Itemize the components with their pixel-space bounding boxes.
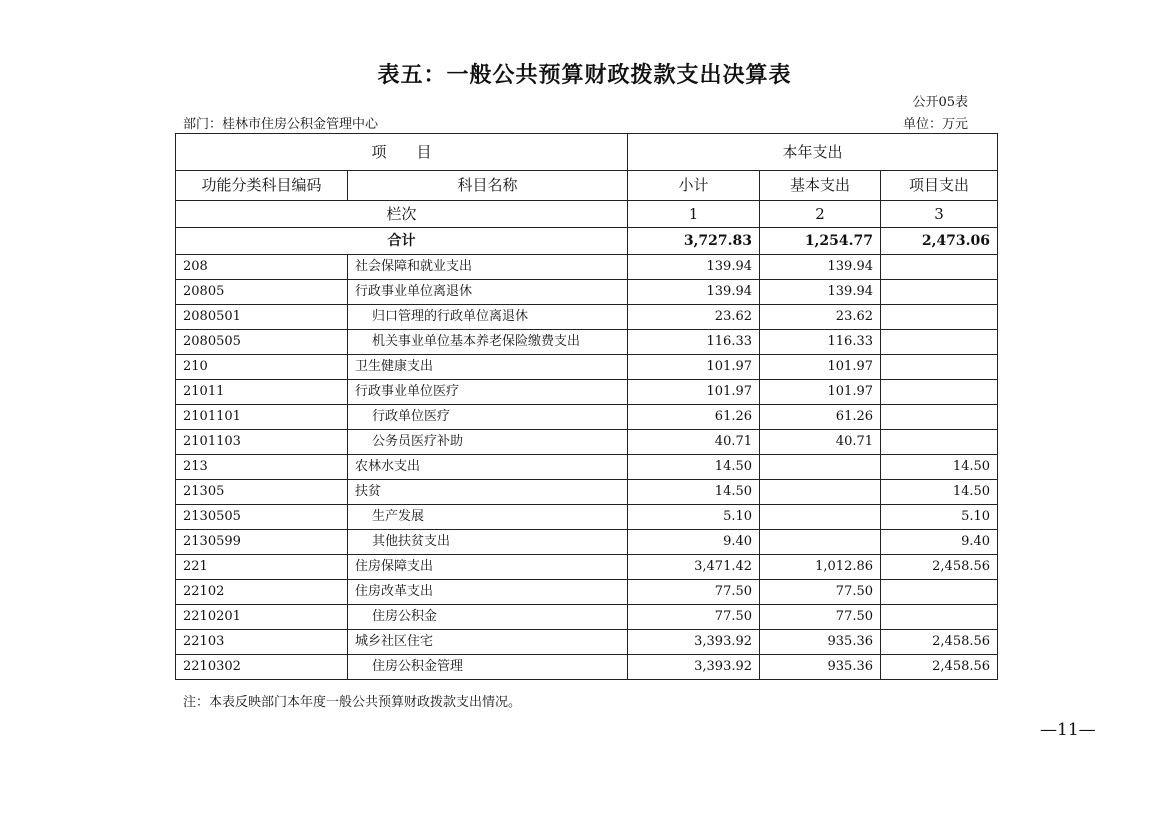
row-subtotal: 3,471.42 bbox=[628, 555, 760, 580]
header-subtotal: 小计 bbox=[628, 171, 760, 201]
row-basic bbox=[760, 505, 881, 530]
header-column-index: 栏次 bbox=[176, 201, 628, 228]
row-project bbox=[881, 355, 998, 380]
row-basic: 101.97 bbox=[760, 355, 881, 380]
row-subtotal: 116.33 bbox=[628, 330, 760, 355]
row-name: 社会保障和就业支出 bbox=[348, 255, 628, 280]
row-basic: 935.36 bbox=[760, 655, 881, 680]
row-subtotal: 5.10 bbox=[628, 505, 760, 530]
table-row bbox=[176, 530, 998, 555]
page-number: —11— bbox=[1040, 720, 1096, 740]
row-code: 21305 bbox=[176, 480, 348, 505]
row-code: 20805 bbox=[176, 280, 348, 305]
unit-label: 单位：万元 bbox=[902, 117, 968, 132]
row-project: 5.10 bbox=[881, 505, 998, 530]
row-subtotal: 77.50 bbox=[628, 580, 760, 605]
row-project bbox=[881, 380, 998, 405]
row-name: 住房改革支出 bbox=[348, 580, 628, 605]
row-project: 2,458.56 bbox=[881, 630, 998, 655]
row-basic bbox=[760, 480, 881, 505]
row-code: 2210201 bbox=[176, 605, 348, 630]
table-row bbox=[176, 455, 998, 480]
header-code: 功能分类科目编码 bbox=[176, 171, 348, 201]
row-name: 归口管理的行政单位离退休 bbox=[348, 305, 628, 330]
row-project: 2,458.56 bbox=[881, 655, 998, 680]
row-subtotal: 14.50 bbox=[628, 455, 760, 480]
header-project: 项目支出 bbox=[881, 171, 998, 201]
row-basic: 935.36 bbox=[760, 630, 881, 655]
header-name: 科目名称 bbox=[348, 171, 628, 201]
page-title: 表五：一般公共预算财政拨款支出决算表 bbox=[377, 62, 792, 88]
row-basic: 23.62 bbox=[760, 305, 881, 330]
row-code: 210 bbox=[176, 355, 348, 380]
row-basic: 1,012.86 bbox=[760, 555, 881, 580]
row-project bbox=[881, 405, 998, 430]
row-code: 2080501 bbox=[176, 305, 348, 330]
header-basic: 基本支出 bbox=[760, 171, 881, 201]
header-item: 项 目 bbox=[176, 134, 628, 171]
row-code: 2080505 bbox=[176, 330, 348, 355]
row-subtotal: 61.26 bbox=[628, 405, 760, 430]
row-project bbox=[881, 605, 998, 630]
row-basic bbox=[760, 530, 881, 555]
row-subtotal: 3,393.92 bbox=[628, 655, 760, 680]
table-row bbox=[176, 380, 998, 405]
row-basic: 101.97 bbox=[760, 380, 881, 405]
table-note: 注：本表反映部门本年度一般公共预算财政拨款支出情况。 bbox=[183, 695, 522, 710]
row-subtotal: 9.40 bbox=[628, 530, 760, 555]
row-name: 扶贫 bbox=[348, 480, 628, 505]
row-code: 208 bbox=[176, 255, 348, 280]
row-code: 2130505 bbox=[176, 505, 348, 530]
header-row-1 bbox=[176, 134, 998, 171]
table-row bbox=[176, 630, 998, 655]
total-subtotal: 3,727.83 bbox=[628, 228, 760, 255]
row-name: 住房公积金管理 bbox=[348, 655, 628, 680]
table-row bbox=[176, 255, 998, 280]
header-col-1: 1 bbox=[628, 201, 760, 228]
row-basic: 77.50 bbox=[760, 605, 881, 630]
row-name: 其他扶贫支出 bbox=[348, 530, 628, 555]
row-basic: 40.71 bbox=[760, 430, 881, 455]
row-name: 行政事业单位离退休 bbox=[348, 280, 628, 305]
table-row bbox=[176, 580, 998, 605]
row-subtotal: 101.97 bbox=[628, 380, 760, 405]
row-name: 机关事业单位基本养老保险缴费支出 bbox=[348, 330, 628, 355]
total-basic: 1,254.77 bbox=[760, 228, 881, 255]
row-name: 行政单位医疗 bbox=[348, 405, 628, 430]
header-row-2 bbox=[176, 171, 998, 201]
department-label: 部门：桂林市住房公积金管理中心 bbox=[183, 117, 379, 132]
row-subtotal: 101.97 bbox=[628, 355, 760, 380]
table-row bbox=[176, 305, 998, 330]
row-project bbox=[881, 305, 998, 330]
row-name: 农林水支出 bbox=[348, 455, 628, 480]
table-row bbox=[176, 605, 998, 630]
row-subtotal: 139.94 bbox=[628, 280, 760, 305]
row-basic: 61.26 bbox=[760, 405, 881, 430]
row-subtotal: 3,393.92 bbox=[628, 630, 760, 655]
row-subtotal: 23.62 bbox=[628, 305, 760, 330]
row-project: 14.50 bbox=[881, 480, 998, 505]
row-subtotal: 40.71 bbox=[628, 430, 760, 455]
row-code: 213 bbox=[176, 455, 348, 480]
row-name: 公务员医疗补助 bbox=[348, 430, 628, 455]
row-basic: 139.94 bbox=[760, 280, 881, 305]
row-code: 2210302 bbox=[176, 655, 348, 680]
table-row bbox=[176, 330, 998, 355]
row-code: 2101101 bbox=[176, 405, 348, 430]
table-row bbox=[176, 355, 998, 380]
row-code: 22103 bbox=[176, 630, 348, 655]
row-code: 221 bbox=[176, 555, 348, 580]
row-basic: 77.50 bbox=[760, 580, 881, 605]
row-code: 2130599 bbox=[176, 530, 348, 555]
row-code: 2101103 bbox=[176, 430, 348, 455]
row-project: 14.50 bbox=[881, 455, 998, 480]
row-project bbox=[881, 330, 998, 355]
row-code: 21011 bbox=[176, 380, 348, 405]
row-name: 生产发展 bbox=[348, 505, 628, 530]
row-basic: 139.94 bbox=[760, 255, 881, 280]
total-row bbox=[176, 228, 998, 255]
row-name: 卫生健康支出 bbox=[348, 355, 628, 380]
row-project: 2,458.56 bbox=[881, 555, 998, 580]
header-col-2: 2 bbox=[760, 201, 881, 228]
table-row bbox=[176, 480, 998, 505]
row-basic: 116.33 bbox=[760, 330, 881, 355]
row-project bbox=[881, 430, 998, 455]
row-project bbox=[881, 280, 998, 305]
header-row-3 bbox=[176, 201, 998, 228]
table-row bbox=[176, 555, 998, 580]
row-name: 城乡社区住宅 bbox=[348, 630, 628, 655]
total-label: 合计 bbox=[176, 228, 628, 255]
form-number: 公开05表 bbox=[912, 95, 968, 110]
row-subtotal: 139.94 bbox=[628, 255, 760, 280]
row-subtotal: 77.50 bbox=[628, 605, 760, 630]
table-row bbox=[176, 655, 998, 680]
row-name: 住房保障支出 bbox=[348, 555, 628, 580]
row-code: 22102 bbox=[176, 580, 348, 605]
table-row bbox=[176, 405, 998, 430]
header-col-3: 3 bbox=[881, 201, 998, 228]
total-project: 2,473.06 bbox=[881, 228, 998, 255]
header-current-year: 本年支出 bbox=[628, 134, 998, 171]
table-row bbox=[176, 280, 998, 305]
row-subtotal: 14.50 bbox=[628, 480, 760, 505]
row-project bbox=[881, 580, 998, 605]
row-name: 住房公积金 bbox=[348, 605, 628, 630]
table-row bbox=[176, 505, 998, 530]
row-project bbox=[881, 255, 998, 280]
table-row bbox=[176, 430, 998, 455]
row-name: 行政事业单位医疗 bbox=[348, 380, 628, 405]
budget-table bbox=[175, 133, 998, 680]
row-basic bbox=[760, 455, 881, 480]
row-project: 9.40 bbox=[881, 530, 998, 555]
